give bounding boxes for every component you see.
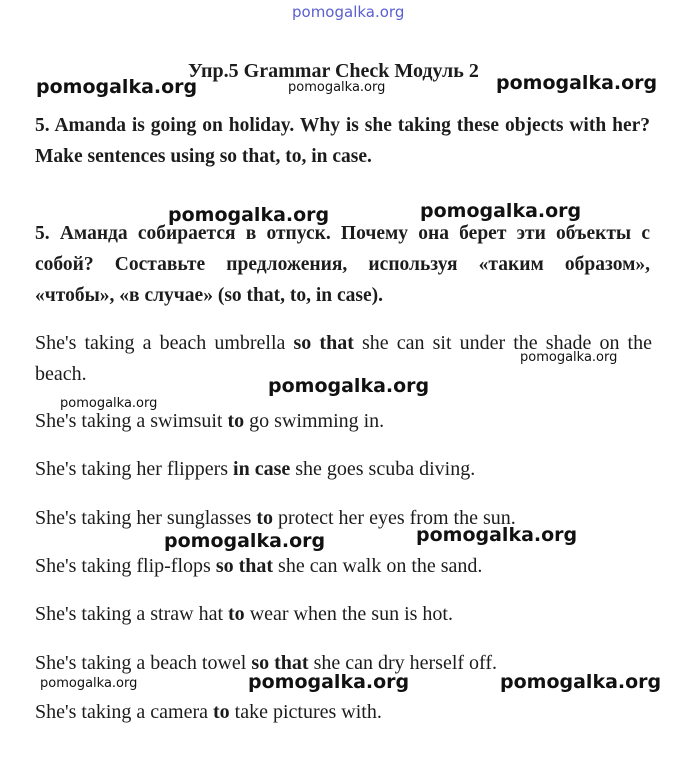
watermark: pomogalka.org — [416, 524, 578, 546]
task-english: 5. Amanda is going on holiday. Why is she taking these objects with her? Make sentences using so that, to, in case. — [35, 115, 650, 167]
watermark: pomogalka.org — [520, 350, 618, 365]
watermark: pomogalka.org — [164, 530, 326, 552]
answer-1: She's taking a beach umbrella so that she can sit under the shade on the beach. — [35, 332, 652, 385]
answer-6: She's taking a straw hat to wear when the sun is hot. — [35, 603, 453, 625]
answer-4: She's taking her sunglasses to protect her eyes from the sun. — [35, 507, 516, 529]
task-russian: 5. Аманда собирается в отпуск. Почему она берет эти объекты с собой? Составьте предложения, используя «таким образом», «чтобы», «в случае» (so that, to, in case). — [35, 223, 650, 306]
answer-3: She's taking her flippers in case she goes scuba diving. — [35, 458, 476, 480]
watermark: pomogalka.org — [168, 204, 330, 226]
answer-7: She's taking a beach towel so that she can dry herself off. — [35, 652, 498, 674]
watermark: pomogalka.org — [60, 396, 158, 411]
watermark: pomogalka.org — [500, 671, 662, 693]
site-link[interactable]: pomogalka.org — [292, 3, 405, 21]
watermark: pomogalka.org — [248, 671, 410, 693]
answer-5: She's taking flip-flops so that she can walk on the sand. — [35, 555, 483, 577]
watermark: pomogalka.org — [288, 80, 386, 95]
watermark: pomogalka.org — [420, 200, 582, 222]
answer-2: She's taking a swimsuit to go swimming in. — [35, 410, 385, 432]
watermark: pomogalka.org — [496, 72, 658, 94]
watermark: pomogalka.org — [40, 676, 138, 691]
watermark: pomogalka.org — [268, 375, 430, 397]
watermark: pomogalka.org — [36, 76, 198, 98]
answer-8: She's taking a camera to take pictures with. — [35, 701, 382, 723]
page-title: Упр.5 Grammar Check Модуль 2 — [188, 60, 479, 82]
